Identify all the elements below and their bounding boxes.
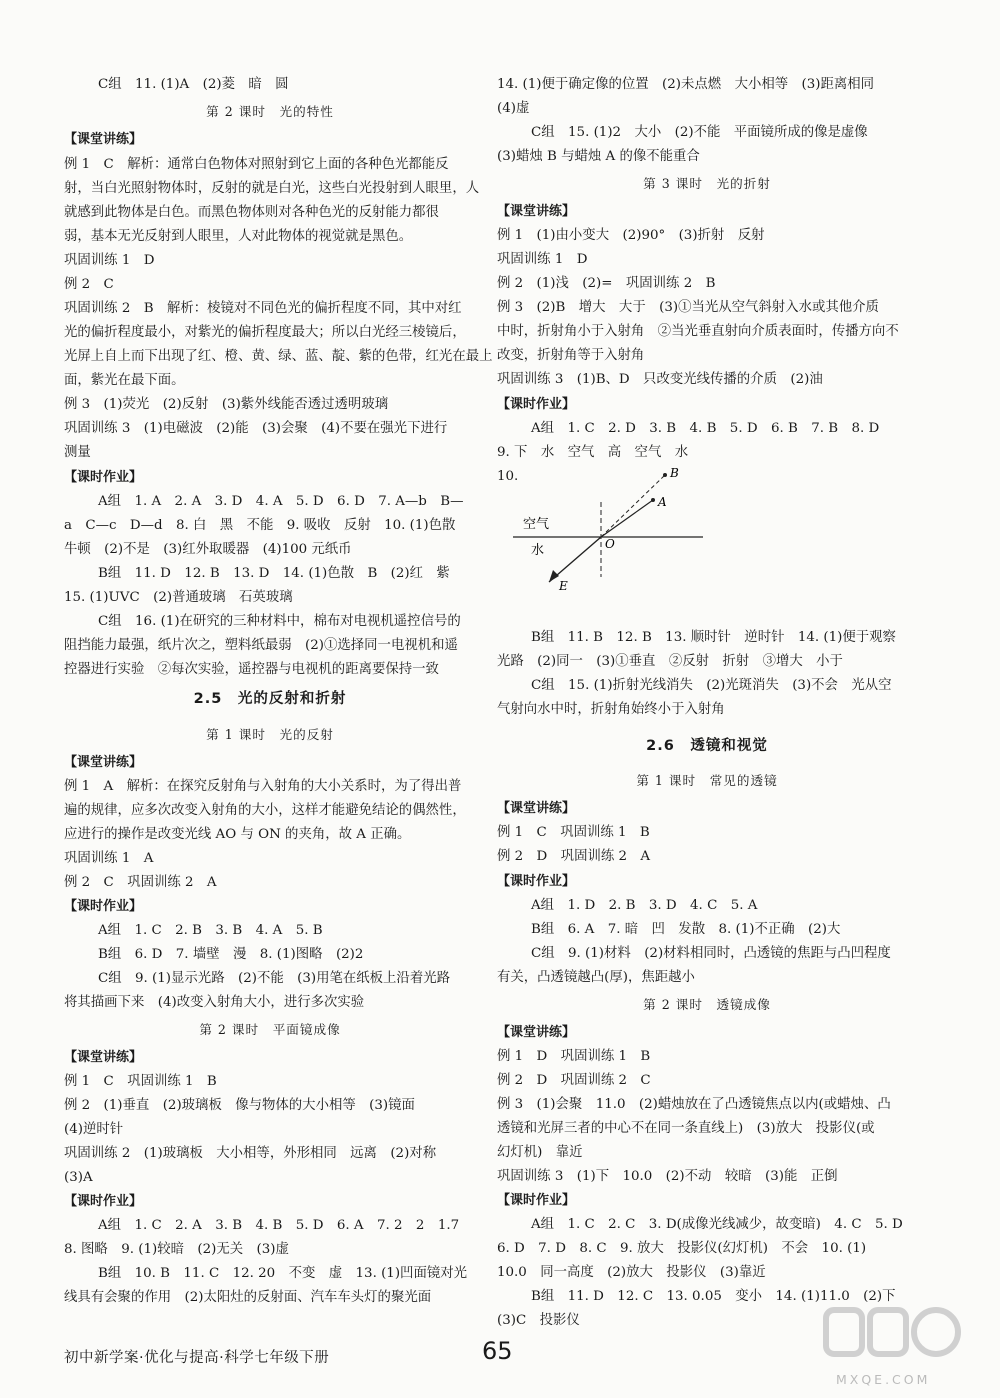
left-column-line: 第 2 课时 平面镜成像 xyxy=(199,1022,341,1037)
left-column-line: 牛顿 (2)不是 (3)红外取暖器 (4)100 元纸币 xyxy=(64,542,352,557)
right-column-line: 【课时作业】 xyxy=(497,874,576,889)
left-column-line: (4)逆时针 xyxy=(64,1122,124,1137)
left-column-line: 将其描画下来 (4)改变入射角大小，进行多次实验 xyxy=(64,995,365,1010)
right-column-line: 10.0 同一高度 (2)放大 投影仪 (3)靠近 xyxy=(497,1265,766,1280)
left-column-line: 15. (1)UVC (2)普通玻璃 石英玻璃 xyxy=(64,590,293,605)
left-column-line: 【课时作业】 xyxy=(64,899,143,914)
left-column-line: C组 11. (1)A (2)菱 暗 圆 xyxy=(98,77,289,92)
right-column-line: 10. xyxy=(497,469,519,484)
right-column-line: A组 1. C 2. C 3. D(成像光线减少，故变暗) 4. C 5. D xyxy=(531,1217,903,1232)
right-column-line: 气射向水中时，折射角始终小于入射角 xyxy=(497,702,725,717)
right-column-line: A组 1. C 2. D 3. B 4. B 5. D 6. B 7. B 8. D xyxy=(531,421,880,436)
right-column-line: 【课时作业】 xyxy=(497,397,576,412)
left-column-line: 光的偏折程度最小，对紫光的偏折程度最大；所以白光经三棱镜后， xyxy=(64,325,466,340)
left-column-line: 应进行的操作是改变光线 AO 与 ON 的夹角，故 A 正确。 xyxy=(64,827,411,842)
right-column-line: 第 3 课时 光的折射 xyxy=(643,176,771,191)
right-column-line: 透镜和光屏三者的中心不在同一条直线上) (3)放大 投影仪(或 xyxy=(497,1121,875,1136)
left-column-line: 例 2 C 巩固训练 2 A xyxy=(64,875,217,890)
arrow-head xyxy=(549,570,559,582)
label-A: A xyxy=(658,495,667,509)
left-column-line: 阻挡能力最强，纸片次之，塑料纸最弱 (2)①选择同一电视机和遥 xyxy=(64,638,458,653)
left-column-line: 巩固训练 1 A xyxy=(64,851,154,866)
right-column-line: 第 1 课时 常见的透镜 xyxy=(636,773,778,788)
right-column-line: 幻灯机) 靠近 xyxy=(497,1145,583,1160)
right-column-line: 14. (1)便于确定像的位置 (2)未点燃 大小相等 (3)距离相同 xyxy=(497,77,875,92)
right-column-line: 例 1 D 巩固训练 1 B xyxy=(497,1049,651,1064)
right-column-line: C组 15. (1)折射光线消失 (2)光斑消失 (3)不会 光从空 xyxy=(531,678,892,693)
right-column-line: 例 3 (1)会聚 11.0 (2)蜡烛放在了凸透镜焦点以内(或蜡烛、凸 xyxy=(497,1097,891,1112)
right-column-line: 例 1 C 巩固训练 1 B xyxy=(497,825,650,840)
left-column-line: 射，当白光照射物体时，反射的就是白光，这些白光投射到人眼里，人 xyxy=(64,181,480,196)
right-column-line: 【课堂讲练】 xyxy=(497,801,576,816)
label-O: O xyxy=(605,537,615,551)
right-column-line: 巩固训练 3 (1)下 10.0 (2)不动 较暗 (3)能 正倒 xyxy=(497,1169,838,1184)
left-column-line: 【课堂讲练】 xyxy=(64,132,143,147)
left-column-line: 2.5 光的反射和折射 xyxy=(193,691,347,707)
left-column-line: 第 1 课时 光的反射 xyxy=(206,727,334,742)
left-column-line: 【课堂讲练】 xyxy=(64,755,143,770)
right-column-line: 巩固训练 3 (1)B、D 只改变光线传播的介质 (2)油 xyxy=(497,372,823,387)
left-column-line: 面，紫光在最下面。 xyxy=(64,373,185,388)
left-column-line: 线具有会聚的作用 (2)太阳灶的反射面、汽车车头灯的聚光面 xyxy=(64,1290,432,1305)
right-column-line: 巩固训练 1 D xyxy=(497,252,588,267)
right-column-line: C组 9. (1)材料 (2)材料相同时，凸透镜的焦距与凸凹程度 xyxy=(531,946,891,961)
right-column-line: 6. D 7. D 8. C 9. 放大 投影仪(幻灯机) 不会 10. (1) xyxy=(497,1241,867,1256)
left-column-line: 巩固训练 3 (1)电磁波 (2)能 (3)会聚 (4)不要在强光下进行 xyxy=(64,421,448,436)
right-column-line: (4)虚 xyxy=(497,101,530,116)
left-column-line: 例 2 C xyxy=(64,277,114,292)
left-column-line: 就感到此物体是白色。而黑色物体则对各种色光的反射能力都很 xyxy=(64,205,439,220)
left-column-line: B组 6. D 7. 墙壁 漫 8. (1)图略 (2)2 xyxy=(98,947,364,962)
right-column-line: 有关，凸透镜越凸(厚)，焦距越小 xyxy=(497,970,695,985)
left-column-line: A组 1. A 2. A 3. D 4. A 5. D 6. D 7. A—b B— xyxy=(98,494,464,509)
left-column-line: C组 9. (1)显示光路 (2)不能 (3)用笔在纸板上沿着光路 xyxy=(98,971,450,986)
left-column-line: B组 10. B 11. C 12. 20 不变 虚 13. (1)凹面镜对光 xyxy=(98,1266,467,1281)
left-column-line: 【课时作业】 xyxy=(64,470,143,485)
right-column-line: 【课堂讲练】 xyxy=(497,204,576,219)
left-column-line: 巩固训练 1 D xyxy=(64,253,155,268)
right-column-line: 9. 下 水 空气 高 空气 水 xyxy=(497,445,689,460)
left-column-line: A组 1. C 2. B 3. B 4. A 5. B xyxy=(98,923,323,938)
right-column-line: B组 6. A 7. 暗 凹 发散 8. (1)不正确 (2)大 xyxy=(531,922,841,937)
left-column-line: 第 2 课时 光的特性 xyxy=(206,104,334,119)
right-column-line: 例 2 D 巩固训练 2 A xyxy=(497,849,651,864)
left-column-line: 例 1 C 巩固训练 1 B xyxy=(64,1074,217,1089)
footer-title: 初中新学案·优化与提高·科学七年级下册 xyxy=(64,1350,330,1366)
left-column-line: 【课堂讲练】 xyxy=(64,1050,143,1065)
left-column-line: 遍的规律，应多次改变入射角的大小，这样才能避免结论的偶然性， xyxy=(64,803,466,818)
left-column-line: 【课时作业】 xyxy=(64,1194,143,1209)
left-column-line: (3)A xyxy=(64,1170,93,1185)
left-column-line: 测量 xyxy=(64,445,91,460)
left-column-line: 8. 图略 9. (1)较暗 (2)无关 (3)虚 xyxy=(64,1242,289,1257)
label-E: E xyxy=(559,579,568,593)
right-column-line: B组 11. D 12. C 13. 0.05 变小 14. (1)11.0 (2)下 xyxy=(531,1289,896,1304)
right-column-line: 例 3 (2)B 增大 大于 (3)①当光从空气斜射入水或其他介质 xyxy=(497,300,879,315)
left-column-line: 巩固训练 2 (1)玻璃板 大小相等，外形相同 远离 (2)对称 xyxy=(64,1146,437,1161)
right-column-line: 改变，折射角等于入射角 xyxy=(497,348,645,363)
left-column-line: a C—c D—d 8. 白 黑 不能 9. 吸收 反射 10. (1)色散 xyxy=(64,518,456,533)
right-column-line: 例 1 (1)由小变大 (2)90° (3)折射 反射 xyxy=(497,228,765,243)
left-column-line: 例 1 C 解析：通常白色物体对照射到它上面的各种色光都能反 xyxy=(64,157,449,172)
point-A xyxy=(651,498,655,502)
page-number: 65 xyxy=(482,1337,513,1365)
right-column-line: 第 2 课时 透镜成像 xyxy=(643,997,771,1012)
left-column-line: 弱，基本无光反射到人眼里，人对此物体的视觉就是黑色。 xyxy=(64,229,413,244)
right-column-line: B组 11. B 12. B 13. 顺时针 逆时针 14. (1)便于观察 xyxy=(531,630,896,645)
right-column-line: A组 1. D 2. B 3. D 4. C 5. A xyxy=(531,898,758,913)
right-column-line: 【课时作业】 xyxy=(497,1193,576,1208)
left-column-line: 控器进行实验 ②每次实验，遥控器与电视机的距离要保持一致 xyxy=(64,662,439,677)
right-column-line: 中时，折射角小于入射角 ②当光垂直射向介质表面时，传播方向不 xyxy=(497,324,899,339)
left-column-line: B组 11. D 12. B 13. D 14. (1)色散 B (2)红 紫 xyxy=(98,566,450,581)
watermark-text: MXQE.COM xyxy=(836,1372,931,1387)
right-column-line: 例 2 (1)浅 (2)= 巩固训练 2 B xyxy=(497,276,716,291)
right-column-line: (3)C 投影仪 xyxy=(497,1313,580,1328)
label-B: B xyxy=(670,466,679,480)
left-column-line: 巩固训练 2 B 解析：棱镜对不同色光的偏折程度不同，其中对红 xyxy=(64,301,462,316)
left-column-line: 例 2 (1)垂直 (2)玻璃板 像与物体的大小相等 (3)镜面 xyxy=(64,1098,415,1113)
right-column-line: (3)蜡烛 B 与蜡烛 A 的像不能重合 xyxy=(497,149,700,164)
right-column-line: 例 2 D 巩固训练 2 C xyxy=(497,1073,651,1088)
right-column-line: 光路 (2)同一 (3)①垂直 ②反射 折射 ③增大 小于 xyxy=(497,654,843,669)
left-column-line: A组 1. C 2. A 3. B 4. B 5. D 6. A 7. 2 2 1.7 xyxy=(98,1218,460,1233)
right-column-line: 2.6 透镜和视觉 xyxy=(646,738,768,754)
ray-OA xyxy=(601,500,653,537)
label-water: 水 xyxy=(531,543,545,558)
left-column-line: 例 3 (1)荧光 (2)反射 (3)紫外线能否透过透明玻璃 xyxy=(64,397,389,412)
right-column-line: C组 15. (1)2 大小 (2)不能 平面镜所成的像是虚像 xyxy=(531,125,868,140)
left-column-line: 光屏上自上而下出现了红、橙、黄、绿、蓝、靛、紫的色带，红光在最上 xyxy=(64,349,493,364)
left-column-line: 例 1 A 解析：在探究反射角与入射角的大小关系时，为了得出普 xyxy=(64,779,462,794)
left-column-line: C组 16. (1)在研究的三种材料中，棉布对电视机遥控信号的 xyxy=(98,614,461,629)
label-air: 空气 xyxy=(523,517,550,532)
right-column-line: 【课堂讲练】 xyxy=(497,1025,576,1040)
